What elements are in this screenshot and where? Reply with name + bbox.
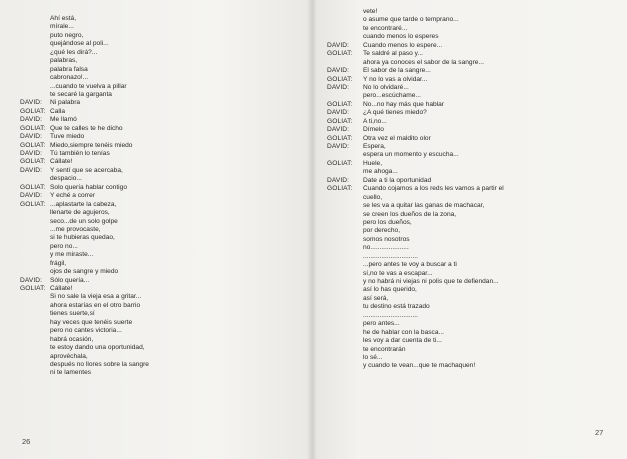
dialogue-text: llenarte de agujeros, bbox=[50, 209, 110, 217]
dialogue-text: Otra vez el maldito olor bbox=[363, 134, 431, 142]
script-line bbox=[20, 192, 310, 200]
speaker-label: DAVID: bbox=[20, 99, 43, 107]
script-line bbox=[327, 151, 617, 159]
script-line bbox=[20, 361, 310, 369]
dialogue-text: pero no cantes victoria... bbox=[50, 327, 122, 335]
dialogue-text: pero no... bbox=[50, 242, 78, 250]
script-line bbox=[327, 211, 617, 219]
speaker-label: GOLIAT: bbox=[327, 159, 353, 167]
dialogue-text: así será, bbox=[363, 294, 389, 302]
speaker-label: DAVID: bbox=[327, 143, 350, 150]
script-line bbox=[327, 194, 617, 202]
script-line bbox=[327, 354, 617, 362]
dialogue-text: somos nosotros bbox=[363, 235, 410, 243]
dialogue-text: se les va a quitar las ganas de machacar, bbox=[363, 202, 485, 210]
dialogue-text: se creen los dueños de la zona, bbox=[363, 210, 457, 218]
dialogue-text: ...cuando te vuelva a pillar bbox=[50, 82, 127, 90]
dialogue-text: ahora ya conoces el sabor de la sangre... bbox=[363, 58, 484, 66]
script-line bbox=[20, 32, 310, 40]
dialogue-text: Si no sale la vieja esa a gritar... bbox=[50, 293, 142, 301]
dialogue-text: Date a ti la oportunidad bbox=[363, 176, 432, 184]
dialogue-text: habrá ocasión, bbox=[50, 335, 94, 343]
dialogue-text: Ni palabra bbox=[50, 99, 81, 107]
dialogue-text: te estoy dando una oportunidad, bbox=[50, 344, 145, 352]
dialogue-text: ...me provocaste, bbox=[50, 225, 101, 233]
speaker-label: DAVID: bbox=[327, 41, 350, 49]
dialogue-text: cabronazo!... bbox=[50, 74, 89, 82]
script-line bbox=[20, 218, 310, 226]
dialogue-text: Cuando cojamos a los reds les vamos a partir el bbox=[363, 185, 504, 193]
speaker-label: DAVID: bbox=[327, 126, 350, 134]
script-line bbox=[20, 353, 310, 361]
speaker-label: GOLIAT: bbox=[20, 124, 46, 132]
script-line bbox=[327, 76, 617, 84]
dialogue-text: ni te lamentes bbox=[50, 369, 92, 377]
script-line bbox=[327, 253, 617, 261]
script-line bbox=[327, 168, 617, 176]
dialogue-text: espera un momento y escucha... bbox=[363, 151, 459, 159]
script-line bbox=[327, 109, 617, 117]
script-line bbox=[20, 268, 310, 276]
dialogue-text: Me llamó bbox=[50, 116, 77, 124]
script-line bbox=[327, 42, 617, 50]
script-line bbox=[20, 40, 310, 48]
dialogue-text: Calla bbox=[50, 107, 66, 115]
dialogue-text: cuando menos lo esperes bbox=[363, 33, 439, 41]
script-line bbox=[20, 74, 310, 82]
script-line bbox=[327, 202, 617, 210]
script-line bbox=[20, 15, 310, 23]
script-line bbox=[20, 150, 310, 158]
script-line bbox=[327, 270, 617, 278]
dialogue-text: así lo has querido, bbox=[363, 286, 417, 294]
dialogue-text: no..................... bbox=[363, 244, 409, 252]
dialogue-text: después no llores sobre la sangre bbox=[50, 360, 149, 368]
dialogue-text: Sólo quería... bbox=[50, 276, 90, 284]
left-page bbox=[0, 0, 312, 459]
dialogue-text: o asume que tarde o temprano... bbox=[363, 16, 459, 24]
dialogue-text: me ahoga... bbox=[363, 168, 398, 176]
speaker-label: GOLIAT: bbox=[20, 158, 46, 166]
script-line bbox=[20, 209, 310, 217]
right-page-text bbox=[327, 8, 617, 371]
script-line bbox=[20, 23, 310, 31]
dialogue-text: Y sentí que se acercaba, bbox=[50, 166, 123, 174]
dialogue-text: ahora estarías en el otro barrio bbox=[50, 301, 141, 309]
script-line bbox=[20, 125, 310, 133]
script-line bbox=[20, 344, 310, 352]
dialogue-text: No lo olvidaré... bbox=[363, 83, 409, 91]
script-line bbox=[20, 319, 310, 327]
script-line bbox=[20, 158, 310, 166]
speaker-label: DAVID: bbox=[20, 166, 43, 174]
dialogue-text: A ti,no... bbox=[363, 117, 387, 125]
script-line bbox=[20, 49, 310, 57]
speaker-label: DAVID: bbox=[20, 276, 43, 284]
speaker-label: GOLIAT: bbox=[327, 134, 353, 142]
dialogue-text: pero...escúchame... bbox=[363, 92, 421, 100]
dialogue-text: Tuve miedo bbox=[50, 133, 85, 141]
dialogue-text: tienes suerte,sí bbox=[50, 310, 95, 318]
dialogue-text: Espera, bbox=[363, 143, 386, 150]
script-line bbox=[20, 327, 310, 335]
right-page bbox=[312, 0, 627, 459]
speaker-label: GOLIAT: bbox=[327, 100, 353, 108]
speaker-label: GOLIAT: bbox=[327, 117, 353, 125]
script-line bbox=[20, 234, 310, 242]
script-line bbox=[20, 251, 310, 259]
script-line bbox=[20, 302, 310, 310]
script-line bbox=[20, 243, 310, 251]
script-line bbox=[20, 226, 310, 234]
dialogue-text: lo sé... bbox=[363, 353, 383, 361]
speaker-label: DAVID: bbox=[20, 150, 43, 157]
speaker-label: GOLIAT: bbox=[20, 183, 46, 191]
dialogue-text: Cállate! bbox=[50, 285, 73, 292]
script-line bbox=[20, 142, 310, 150]
speaker-label: GOLIAT: bbox=[327, 50, 353, 58]
dialogue-text: Ahí está, bbox=[50, 15, 77, 22]
script-line bbox=[20, 336, 310, 344]
dialogue-text: mírale... bbox=[50, 23, 74, 31]
dialogue-text: ...aplastarte la cabeza, bbox=[50, 200, 117, 208]
script-line bbox=[20, 175, 310, 183]
script-line bbox=[20, 116, 310, 124]
dialogue-text: tu destino está trazado bbox=[363, 303, 430, 311]
script-line bbox=[327, 236, 617, 244]
script-line bbox=[20, 260, 310, 268]
dialogue-text: Tú también lo tenías bbox=[50, 150, 110, 157]
speaker-label: GOLIAT: bbox=[20, 200, 46, 208]
script-line bbox=[327, 227, 617, 235]
dialogue-text: despacio... bbox=[50, 175, 82, 183]
script-line bbox=[327, 160, 617, 168]
speaker-label: DAVID: bbox=[20, 116, 43, 124]
script-line bbox=[20, 201, 310, 209]
dialogue-text: El sabor de la sangre... bbox=[363, 67, 431, 75]
dialogue-text: .............................. bbox=[363, 252, 418, 260]
speaker-label: GOLIAT: bbox=[20, 107, 46, 115]
left-page-number: 26 bbox=[22, 437, 31, 446]
speaker-label: DAVID: bbox=[327, 109, 350, 117]
dialogue-text: ¿qué les dirá?... bbox=[50, 48, 98, 56]
dialogue-text: hay veces que tenéis suerte bbox=[50, 318, 133, 326]
dialogue-text: palabras, bbox=[50, 57, 78, 65]
script-line bbox=[327, 362, 617, 370]
dialogue-text: ojos de sangre y miedo bbox=[50, 268, 119, 276]
dialogue-text: te secaré la garganta bbox=[50, 90, 112, 98]
speaker-label: DAVID: bbox=[327, 176, 350, 184]
script-line bbox=[20, 57, 310, 65]
dialogue-text: Y no lo vas a olvidar... bbox=[363, 75, 428, 83]
script-line bbox=[327, 177, 617, 185]
script-line bbox=[327, 278, 617, 286]
script-line bbox=[20, 285, 310, 293]
dialogue-text: Cuando menos lo espere... bbox=[363, 41, 443, 49]
dialogue-text: Y eché a correr bbox=[50, 192, 95, 200]
script-line bbox=[327, 92, 617, 100]
dialogue-text: y me miraste... bbox=[50, 251, 94, 259]
dialogue-text: por derecho, bbox=[363, 227, 401, 235]
script-line bbox=[20, 310, 310, 318]
dialogue-text: quejándose al poli... bbox=[50, 40, 109, 48]
dialogue-text: pero los dueños, bbox=[363, 218, 412, 226]
script-line bbox=[20, 108, 310, 116]
script-line bbox=[327, 84, 617, 92]
script-line bbox=[20, 91, 310, 99]
script-line bbox=[327, 303, 617, 311]
speaker-label: DAVID: bbox=[327, 67, 350, 75]
script-line bbox=[327, 219, 617, 227]
dialogue-text: Huele, bbox=[363, 159, 383, 167]
script-line bbox=[327, 50, 617, 58]
left-page-text bbox=[20, 15, 310, 378]
dialogue-text: frágil, bbox=[50, 259, 67, 267]
speaker-label: GOLIAT: bbox=[20, 141, 46, 149]
script-line bbox=[327, 67, 617, 75]
dialogue-text: No...no hay más que hablar bbox=[363, 100, 445, 108]
script-line bbox=[327, 337, 617, 345]
script-line bbox=[327, 8, 617, 16]
dialogue-text: seco...de un solo golpe bbox=[50, 217, 118, 225]
script-line bbox=[20, 369, 310, 377]
script-line bbox=[20, 277, 310, 285]
script-line bbox=[327, 346, 617, 354]
script-line bbox=[327, 25, 617, 33]
dialogue-text: vete! bbox=[363, 8, 378, 15]
speaker-label: GOLIAT: bbox=[327, 75, 353, 83]
script-line bbox=[20, 133, 310, 141]
dialogue-text: aprovéchala, bbox=[50, 352, 88, 360]
dialogue-text: y cuando te vean...que te machaquen! bbox=[363, 362, 476, 370]
script-line bbox=[327, 286, 617, 294]
dialogue-text: pero antes... bbox=[363, 320, 400, 328]
dialogue-text: Solo quería hablar contigo bbox=[50, 183, 127, 191]
dialogue-text: Dímelo bbox=[363, 126, 384, 134]
dialogue-text: te encontraré... bbox=[363, 24, 408, 32]
dialogue-text: Cállate! bbox=[50, 158, 73, 166]
dialogue-text: .............................. bbox=[363, 311, 418, 319]
dialogue-text: he de hablar con la basca... bbox=[363, 328, 445, 336]
script-line bbox=[327, 244, 617, 252]
script-line bbox=[20, 167, 310, 175]
script-line bbox=[327, 261, 617, 269]
book-gutter bbox=[307, 0, 317, 459]
dialogue-text: Miedo,siempre tenéis miedo bbox=[50, 141, 133, 149]
script-line bbox=[20, 184, 310, 192]
dialogue-text: y no habrá ni viejas ni polis que te defiendan... bbox=[363, 278, 499, 285]
script-line bbox=[327, 101, 617, 109]
dialogue-text: cuello, bbox=[363, 193, 383, 201]
dialogue-text: te encontrarán bbox=[363, 345, 406, 353]
script-line bbox=[327, 295, 617, 303]
dialogue-text: puto negro, bbox=[50, 31, 84, 39]
speaker-label: DAVID: bbox=[20, 192, 43, 200]
dialogue-text: palabra falsa bbox=[50, 65, 88, 73]
script-line bbox=[327, 320, 617, 328]
speaker-label: DAVID: bbox=[20, 133, 43, 141]
dialogue-text: ...pero antes te voy a buscar a ti bbox=[363, 261, 457, 269]
dialogue-text: Te saldré al paso y... bbox=[363, 50, 423, 58]
script-line bbox=[327, 59, 617, 67]
script-line bbox=[327, 185, 617, 193]
script-line bbox=[20, 83, 310, 91]
dialogue-text: Que te calles te he dicho bbox=[50, 124, 123, 132]
script-line bbox=[20, 99, 310, 107]
right-page-number: 27 bbox=[595, 428, 604, 437]
script-line bbox=[327, 143, 617, 151]
script-line bbox=[20, 66, 310, 74]
dialogue-text: les voy a dar cuenta de ti... bbox=[363, 337, 442, 345]
script-line bbox=[327, 329, 617, 337]
script-line bbox=[327, 118, 617, 126]
script-line bbox=[20, 293, 310, 301]
script-line bbox=[327, 312, 617, 320]
speaker-label: DAVID: bbox=[327, 83, 350, 91]
script-line bbox=[327, 33, 617, 41]
dialogue-text: sí,no te vas a escapar... bbox=[363, 269, 433, 277]
script-line bbox=[327, 16, 617, 24]
speaker-label: GOLIAT: bbox=[20, 285, 46, 292]
speaker-label: GOLIAT: bbox=[327, 185, 353, 193]
dialogue-text: si te hubieras quedao, bbox=[50, 234, 115, 242]
script-line bbox=[327, 126, 617, 134]
script-line bbox=[327, 135, 617, 143]
dialogue-text: ¿A qué tienes miedo? bbox=[363, 109, 427, 117]
